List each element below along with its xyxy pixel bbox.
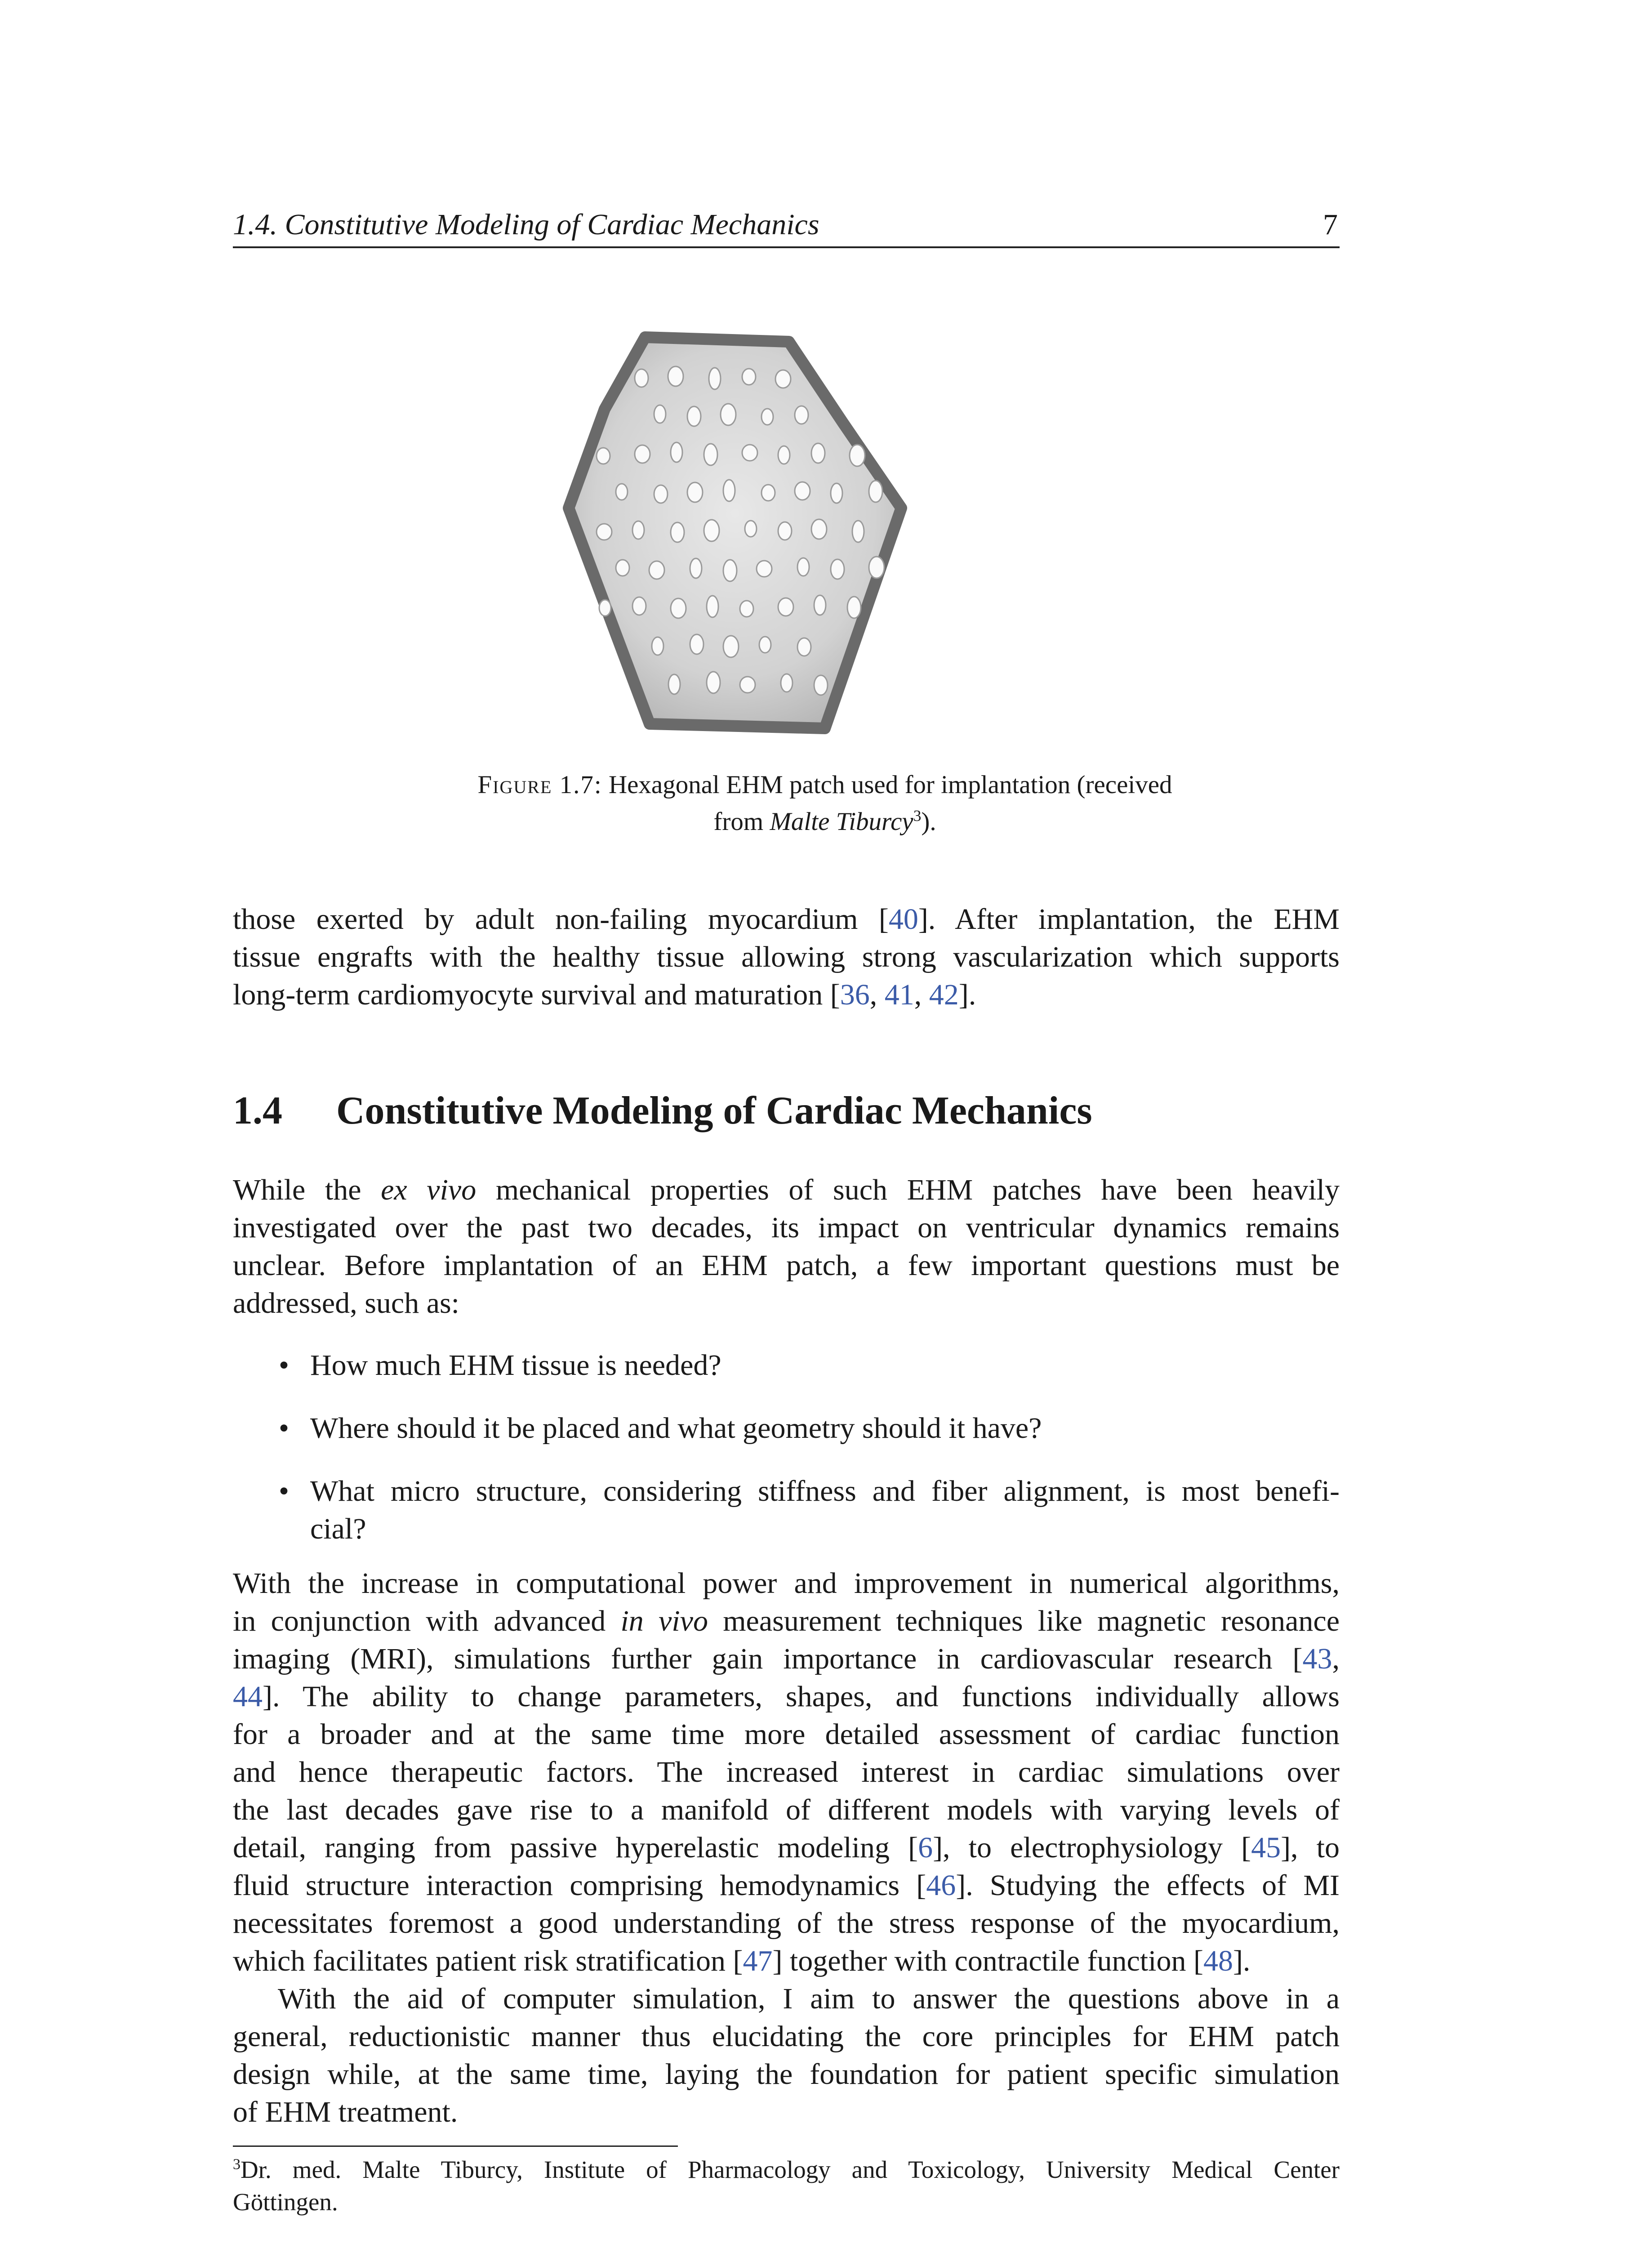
citation-36[interactable]: 36	[840, 978, 870, 1011]
ehm-patch-photo	[537, 328, 924, 742]
patch-pore	[597, 448, 610, 464]
running-header	[233, 203, 1340, 248]
paragraph-computational: With the increase in computational power and improvement in numerical algorithms, in conjunction with advanced in vivo measurement techniques like magnetic resonance imaging (MRI), simulations further gain importance in cardiovascular research [43, 44]. The ability to change parameters, shapes, and functions individually allows for a broader and at the same time more detailed assessment of cardiac function and hence therapeutic factors. The increased interest in cardiac simulations over the last decades gave rise to a manifold of different models with varying levels of detail, ranging from passive hyperelastic modeling [6], to electrophysiology [45], to fluid structure interaction comprising hemodynamics [46]. Studying the effects of MI necessitates foremost a good understanding of the stress response of the myocardium, which facilitates patient risk stratification [47] together with contractile function [48].	[233, 1567, 1340, 1977]
citation-6[interactable]: 6	[918, 1831, 933, 1864]
patch-pore	[652, 637, 663, 655]
patch-pore	[757, 561, 772, 577]
page-number: 7	[1323, 208, 1338, 241]
patch-pore	[687, 482, 703, 502]
caption-line1: Hexagonal EHM patch used for implantation (received	[608, 771, 1172, 799]
citation-44[interactable]: 44	[233, 1680, 263, 1713]
patch-pore	[852, 521, 864, 542]
patch-pore	[811, 519, 827, 539]
patch-pore	[811, 443, 825, 463]
citation-41[interactable]: 41	[884, 978, 914, 1011]
patch-pore	[707, 672, 720, 693]
citation-48[interactable]: 48	[1203, 1945, 1233, 1977]
bullet-icon: •	[279, 1475, 289, 1508]
patch-pore	[707, 596, 718, 617]
list-item: • What micro structure, considering stiffness and fiber alignment, is most benefi- cial?	[279, 1472, 1340, 1548]
question-list	[279, 1347, 1340, 1573]
section-heading	[233, 1088, 1092, 1133]
citation-47[interactable]: 47	[743, 1945, 773, 1977]
patch-pore	[709, 368, 721, 389]
patch-pore	[847, 597, 861, 618]
patch-pore	[795, 482, 810, 500]
bullet-icon: •	[279, 1349, 289, 1382]
patch-pore	[831, 559, 844, 579]
patch-pore	[775, 370, 791, 388]
patch-pore	[797, 638, 811, 656]
footnote-rule	[233, 2145, 678, 2147]
patch-pore	[795, 406, 808, 424]
patch-pore	[814, 595, 826, 615]
patch-pore	[723, 636, 739, 657]
patch-pore	[869, 481, 882, 502]
patch-pore	[599, 600, 611, 616]
patch-pore	[632, 521, 644, 539]
patch-pore	[797, 558, 809, 576]
patch-pore	[671, 522, 684, 542]
citation-46[interactable]: 46	[926, 1869, 956, 1902]
patch-pore	[745, 521, 757, 537]
patch-pore	[742, 369, 756, 385]
paragraph-implantation: those exerted by adult non-failing myocardium [40]. After implantation, the EHM tissue engrafts with the healthy tissue allowing strong vascularization which supports long-term cardiomyocyte survival and maturation [36, 41, 42].	[233, 903, 1340, 1011]
patch-pore	[742, 445, 757, 461]
patch-pore	[778, 446, 790, 464]
patch-pore	[759, 637, 771, 653]
patch-pore	[597, 524, 612, 540]
patch-pore	[723, 480, 735, 501]
figure-caption	[315, 767, 1335, 840]
patch-pore	[690, 634, 704, 654]
running-title: 1.4. Constitutive Modeling of Cardiac Mechanics	[233, 208, 819, 241]
patch-pore	[671, 598, 686, 618]
patch-pore	[761, 409, 773, 425]
patch-pore	[740, 601, 753, 617]
figure-ehm-patch-image	[537, 328, 924, 742]
patch-pore	[831, 483, 842, 503]
list-item: • How much EHM tissue is needed?	[279, 1347, 1340, 1384]
patch-pore	[668, 674, 680, 694]
patch-pore	[704, 520, 719, 541]
patch-pore	[761, 485, 775, 501]
patch-pore	[704, 444, 717, 465]
patch-pore	[687, 406, 701, 426]
section-title: Constitutive Modeling of Cardiac Mechanics	[336, 1089, 1092, 1133]
patch-pore	[778, 598, 793, 616]
citation-42[interactable]: 42	[929, 978, 959, 1011]
paragraph-aim: With the aid of computer simulation, I aim to answer the questions above in a general, reductionistic manner thus elucidating the core principles for EHM patch design while, at the same time, laying the foundation for patient specific simulation of EHM treatment.	[233, 1982, 1340, 2128]
caption-footnote-mark: 3	[913, 807, 922, 825]
patch-pore	[690, 558, 702, 578]
patch-pore	[668, 366, 683, 386]
patch-pore	[632, 597, 646, 615]
citation-43[interactable]: 43	[1302, 1642, 1332, 1675]
patch-pore	[616, 560, 629, 576]
footnote: $^3$Dr. med. Malte Tiburcy, Institute of Pharmacology and Toxicology, University Medical Center Göttingen.	[233, 2156, 1340, 2216]
patch-pore	[740, 677, 755, 693]
patch-pore	[781, 674, 793, 692]
patch-pore	[723, 560, 737, 581]
citation-40[interactable]: 40	[888, 903, 918, 936]
patch-pore	[721, 404, 736, 425]
figure-label: Figure 1.7:	[477, 771, 602, 799]
section-number: 1.4	[233, 1089, 282, 1133]
patch-pore	[649, 561, 664, 579]
patch-pore	[654, 405, 666, 423]
patch-pore	[635, 445, 650, 463]
caption-from: from	[713, 807, 770, 836]
patch-pore	[671, 442, 682, 462]
bullet-icon: •	[279, 1412, 289, 1445]
patch-pore	[654, 485, 668, 503]
patch-pore	[850, 445, 865, 466]
citation-45[interactable]: 45	[1251, 1831, 1281, 1864]
patch-pore	[778, 522, 792, 540]
patch-pore	[814, 675, 828, 695]
patch-pore	[616, 484, 628, 500]
footnote-mark: 3	[233, 2156, 241, 2173]
paragraph-ex-vivo: While the ex vivo mechanical properties of such EHM patches have been heavily investigated over the past two decades, its impact on ventricular dynamics remains unclear. Before implantation of an EHM patch, a few important questions must be addressed, such as:	[233, 1173, 1340, 1320]
list-item: • Where should it be placed and what geometry should it have?	[279, 1409, 1340, 1447]
patch-pore	[635, 369, 648, 387]
caption-name: Malte Tiburcy	[770, 807, 913, 836]
patch-pore	[869, 557, 884, 578]
caption-end: ).	[921, 807, 936, 836]
